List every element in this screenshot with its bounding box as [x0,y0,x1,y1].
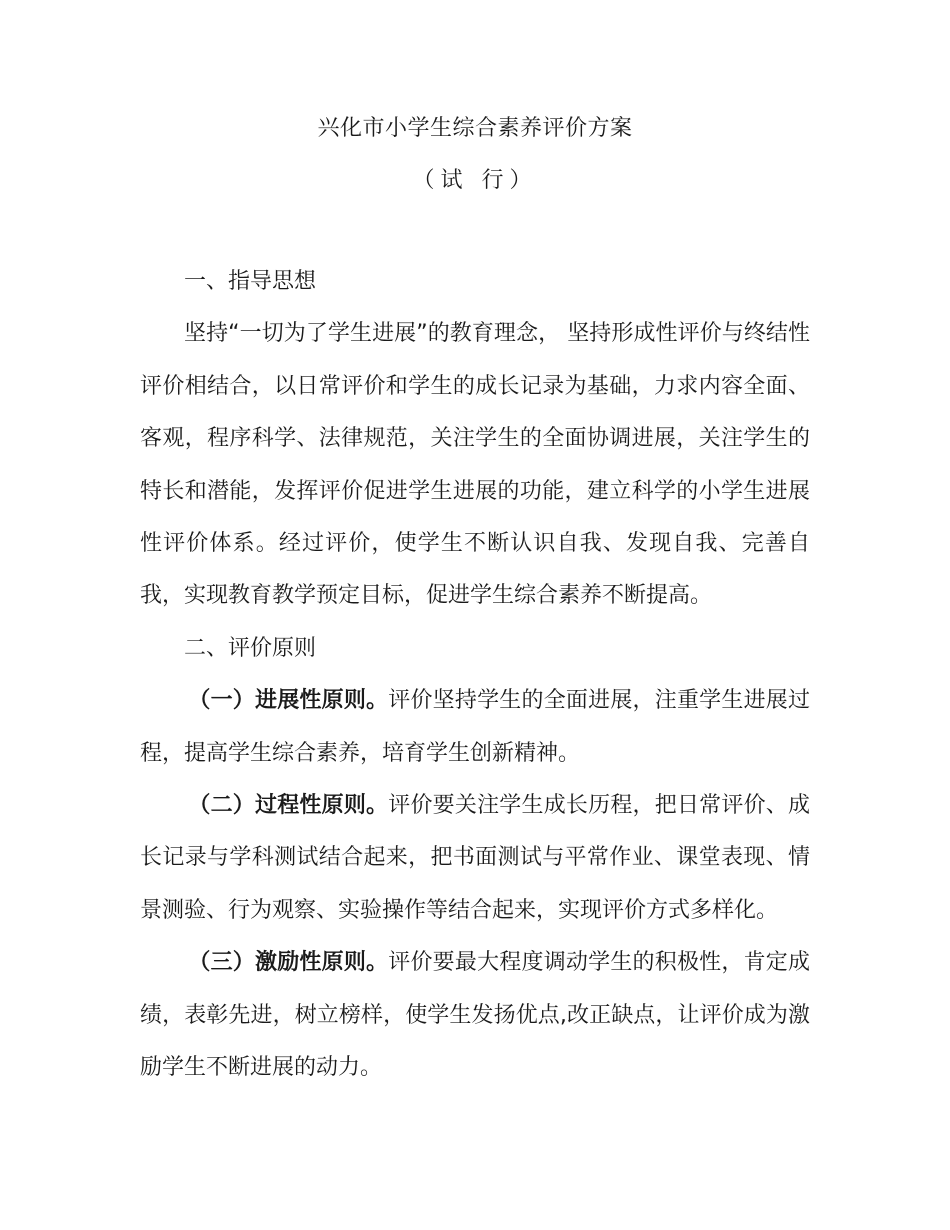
principle-label: （二）过程性原则。 [188,793,389,819]
document-subtitle: （试 行） [412,168,538,193]
document-title: 兴化市小学生综合素养评价方案 [317,116,633,141]
document-body [140,256,810,1095]
principle-paragraph-process [140,780,810,937]
principle-text: 评价坚持学生的全面进展，注重学生进展过程，提高学生综合素养，培育学生创新精神。 [140,688,810,766]
principle-label: （一）进展性原则。 [188,688,389,714]
guiding-ideology-paragraph: 坚持“一切为了学生进展”的教育理念， 坚持形成性评价与终结性评价相结合，以日常评价和学生的成长记录为基础，力求内容全面、客观，程序科学、法律规范，关注学生的全面协调进展，关注学生的特长和潜能，发挥评价促进学生进展的功能，建立科学的小学生进展性评价体系。经过评价，使学生不断认识自我、发现自我、完善自我，实现教育教学预定目标，促进学生综合素养不断提高。 [140,321,810,609]
principle-paragraph-incentive [140,937,810,1094]
section-heading-evaluation-principles: 二、评价原则 [184,635,317,661]
principle-paragraph-development [140,675,810,780]
section-heading-guiding-ideology: 一、指导思想 [184,269,317,294]
principle-text: 评价要最大程度调动学生的积极性，肯定成绩，表彰先进，树立榜样，使学生发扬优点,改正缺点，让评价成为激励学生不断进展的动力。 [140,950,810,1081]
principle-label: （三）激励性原则。 [188,950,389,976]
principle-text: 评价要关注学生成长历程，把日常评价、成长记录与学科测试结合起来，把书面测试与平常作业、课堂表现、情景测验、行为观察、实验操作等结合起来，实现评价方式多样化。 [140,793,810,923]
